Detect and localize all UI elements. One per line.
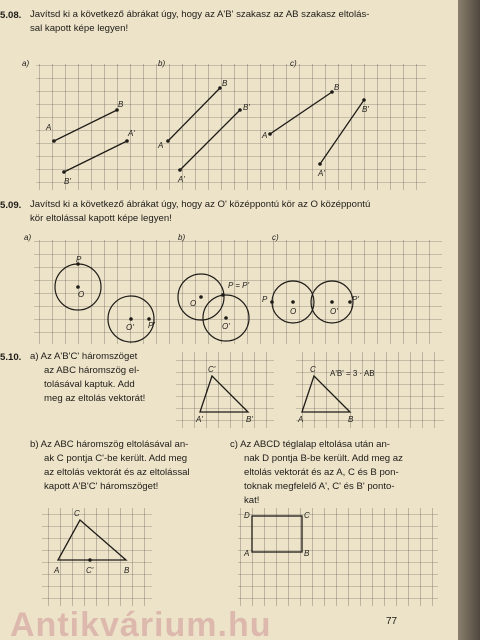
exercise-number: 5.10. <box>0 352 22 363</box>
grid <box>34 240 442 344</box>
exercise-text: kat! <box>244 495 260 506</box>
exercise-number: 5.09. <box>0 200 22 211</box>
figure-5-10-a <box>170 348 450 430</box>
exercise-text: ak C pontja C'-be került. Add meg <box>44 453 188 464</box>
point-label: B <box>348 415 354 424</box>
exercise-text: c) Az ABCD téglalap eltolása után an- <box>230 439 390 450</box>
figure-5-09 <box>0 228 458 348</box>
point-label: P' <box>352 295 359 304</box>
point-label: C <box>310 365 316 374</box>
exercise-text: nak D pontja B-be került. Add meg az <box>244 453 403 464</box>
point-label: O' <box>126 323 134 332</box>
exercise-text: kör eltolással kapott képe legyen! <box>30 213 172 224</box>
exercise-text: Javítsd ki a következő ábrákat úgy, hogy az A'B' szakasz az AB szakasz eltolás- <box>30 9 370 20</box>
point-label: B' <box>362 105 369 114</box>
exercise-text: b) Az ABC háromszög eltolásával an- <box>30 439 189 450</box>
point-label: A <box>158 141 164 150</box>
point-label: A' <box>128 129 135 138</box>
point-label: B <box>124 566 130 575</box>
exercise-text: Javítsd ki a következő ábrákat úgy, hogy az O' középpontú kör az O középpontú <box>30 199 371 210</box>
exercise-text: toknak megfelelő A', C' és B' ponto- <box>244 481 395 492</box>
point-label: P <box>262 295 268 304</box>
exercise-text: meg az eltolás vektorát! <box>44 393 146 404</box>
page-number: 77 <box>386 616 398 627</box>
point-label: P' <box>148 321 155 330</box>
sub-label: b) <box>178 233 186 242</box>
figure-5-10-bc <box>0 502 458 610</box>
exercise-number: 5.08. <box>0 10 22 21</box>
figure-5-08 <box>0 52 458 192</box>
point-label: B <box>222 79 228 88</box>
relation-label: A'B' = 3 · AB <box>330 369 375 378</box>
exercise-text: a) Az A'B'C' háromszöget <box>30 351 138 362</box>
point-label: B' <box>246 415 253 424</box>
grid <box>42 508 152 606</box>
point-label: C <box>74 509 80 518</box>
point-label: P = P' <box>228 281 250 290</box>
page-edge-shadow <box>458 0 480 640</box>
point-label: B <box>304 549 310 558</box>
sub-label: a) <box>22 59 30 68</box>
sub-label: b) <box>158 59 166 68</box>
point-label: A <box>262 131 268 140</box>
watermark: Antikvárium.hu <box>10 606 272 640</box>
sub-label: a) <box>24 233 32 242</box>
point-label: C' <box>86 566 94 575</box>
point-label: P <box>76 255 82 264</box>
exercise-text: az ABC háromszög el- <box>44 365 140 376</box>
point-label: A <box>298 415 304 424</box>
point-label: O <box>190 299 197 308</box>
grid <box>36 64 426 190</box>
point-label: A <box>244 549 250 558</box>
exercise-text: tolásával kaptuk. Add <box>44 379 135 390</box>
point-label: A' <box>318 169 325 178</box>
point-label: A <box>54 566 60 575</box>
point-label: A <box>46 123 52 132</box>
point-label: B' <box>64 177 71 186</box>
point-label: D <box>244 511 250 520</box>
point-label: C' <box>208 365 216 374</box>
point-label: O <box>290 307 297 316</box>
point-label: O' <box>330 307 338 316</box>
point-label: O' <box>222 322 230 331</box>
sub-label: c) <box>272 233 279 242</box>
point-label: B <box>334 83 340 92</box>
point-label: B' <box>243 103 250 112</box>
exercise-text: az eltolás vektorát és az eltolással <box>44 467 190 478</box>
point-label: C <box>304 511 310 520</box>
sub-label: c) <box>290 59 297 68</box>
point-label: A' <box>196 415 203 424</box>
point-label: B <box>118 100 124 109</box>
exercise-text: sal kapott képe legyen! <box>30 23 129 34</box>
grid <box>238 508 438 606</box>
grid <box>176 352 274 428</box>
exercise-text: eltolás vektorát és az A, C és B pon- <box>244 467 399 478</box>
point-label: O <box>78 290 85 299</box>
grid <box>296 352 444 428</box>
point-label: A' <box>178 175 185 184</box>
exercise-text: kapott A'B'C' háromszöget! <box>44 481 159 492</box>
